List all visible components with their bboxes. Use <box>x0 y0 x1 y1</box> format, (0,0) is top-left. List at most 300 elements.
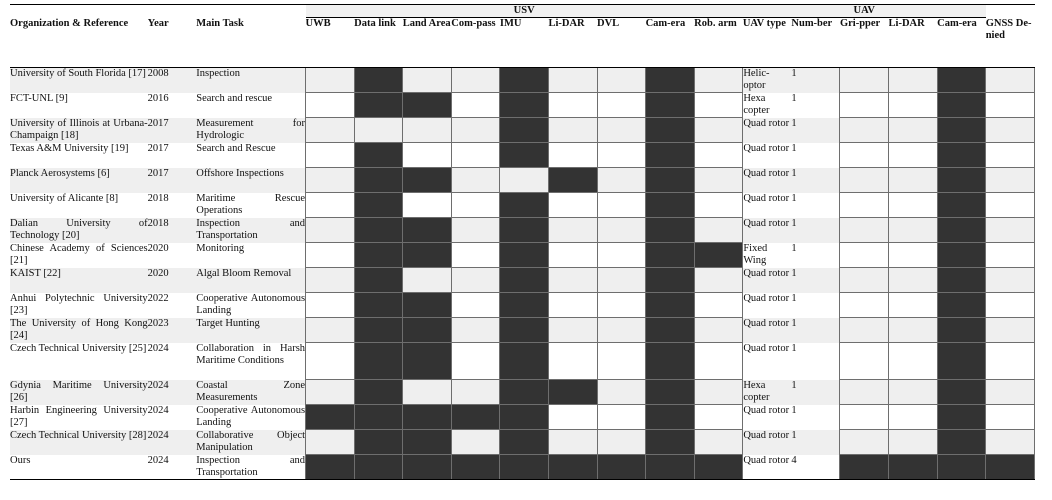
cell-imu-filled <box>500 293 549 318</box>
cell-gripper-empty <box>840 243 889 268</box>
cell-landarea-filled <box>403 293 452 318</box>
cell-gripper-empty <box>840 293 889 318</box>
cell-gripper-empty <box>840 143 889 168</box>
cell-camera-filled <box>646 118 695 143</box>
cell-gnss-empty <box>986 118 1035 143</box>
cell-gnss-empty <box>986 293 1035 318</box>
cell-robarm-empty <box>694 380 743 405</box>
cell-robarm-empty <box>694 218 743 243</box>
group-usv: USV <box>306 5 743 18</box>
cell-uwb-empty <box>306 68 355 93</box>
cell-number: 1 <box>791 142 797 154</box>
cell-gripper-empty <box>840 118 889 143</box>
cell-uav-lidar-empty <box>889 68 938 93</box>
cell-datalink-filled <box>354 93 403 118</box>
cell-uavtype: Hexa copter <box>743 380 792 405</box>
cell-lidar-empty <box>548 68 597 93</box>
cell-uwb-empty <box>306 143 355 168</box>
cell-dvl-empty <box>597 168 646 193</box>
cell-landarea-filled <box>403 405 452 430</box>
cell-uwb-empty <box>306 430 355 455</box>
cell-robarm-empty <box>694 318 743 343</box>
cell-camera-filled <box>646 243 695 268</box>
cell-gripper-empty <box>840 405 889 430</box>
cell-camera-filled <box>646 218 695 243</box>
col-imu: IMU <box>500 18 549 68</box>
cell-compass-empty <box>451 243 500 268</box>
cell-robarm-empty <box>694 343 743 380</box>
cell-org: University of Alicante [8] <box>10 192 119 204</box>
table-row <box>10 430 1035 455</box>
cell-org: KAIST [22] <box>10 268 148 293</box>
cell-gripper-empty <box>840 380 889 405</box>
cell-task: Measurement for Hydrologic <box>196 117 306 141</box>
table-row <box>10 68 1035 93</box>
cell-year: 2020 <box>148 268 197 293</box>
cell-uav-lidar-empty <box>889 293 938 318</box>
cell-gripper-empty <box>840 430 889 455</box>
cell-camera-filled <box>646 68 695 93</box>
cell-uavtype: Quad rotor <box>743 268 792 293</box>
cell-uwb-empty <box>306 93 355 118</box>
cell-uwb-empty <box>306 118 355 143</box>
cell-compass-empty <box>451 68 500 93</box>
cell-uav-camera-filled <box>937 405 986 430</box>
col-camera: Cam-era <box>646 18 695 68</box>
cell-uav-camera-filled <box>937 143 986 168</box>
cell-landarea-empty <box>403 268 452 293</box>
cell-robarm-empty <box>694 193 743 218</box>
cell-datalink-filled <box>354 143 403 168</box>
cell-uav-lidar-empty <box>889 93 938 118</box>
cell-uav-lidar-empty <box>889 343 938 380</box>
cell-compass-empty <box>451 380 500 405</box>
col-landarea: Land Area <box>403 18 452 68</box>
cell-uavtype: Quad rotor <box>743 404 790 416</box>
cell-camera-filled <box>646 143 695 168</box>
cell-datalink-filled <box>354 268 403 293</box>
cell-compass-empty <box>451 430 500 455</box>
col-lidar: Li-DAR <box>548 18 597 68</box>
cell-number: 1 <box>791 168 840 193</box>
cell-dvl-empty <box>597 293 646 318</box>
cell-imu-filled <box>500 380 549 405</box>
cell-task: Algal Bloom Removal <box>196 268 305 293</box>
table-row <box>10 193 1035 218</box>
cell-compass-empty <box>451 268 500 293</box>
cell-uavtype: Quad rotor <box>743 318 792 343</box>
cell-robarm-filled <box>694 243 743 268</box>
cell-datalink-filled <box>354 293 403 318</box>
cell-number: 1 <box>791 68 840 93</box>
cell-landarea-filled <box>403 318 452 343</box>
cell-year: 2018 <box>147 192 169 204</box>
table-row <box>10 268 1035 293</box>
cell-uav-lidar-empty <box>889 243 938 268</box>
cell-org: University of Illinois at Urbana-Champaign [18] <box>10 117 148 141</box>
cell-year: 2008 <box>148 68 197 93</box>
cell-year: 2017 <box>148 118 197 143</box>
cell-landarea-filled <box>403 168 452 193</box>
cell-compass-empty <box>451 168 500 193</box>
cell-landarea-filled <box>403 93 452 118</box>
cell-uavtype: Quad rotor <box>743 342 790 354</box>
col-org: Organization & Reference <box>10 18 148 68</box>
cell-dvl-empty <box>597 380 646 405</box>
cell-lidar-empty <box>548 293 597 318</box>
cell-gnss-empty <box>986 143 1035 168</box>
col-task: Main Task <box>196 18 305 68</box>
cell-camera-filled <box>646 405 695 430</box>
cell-uwb-empty <box>306 243 355 268</box>
cell-imu-filled <box>500 455 549 480</box>
col-robarm: Rob. arm <box>694 18 743 68</box>
cell-gnss-filled <box>986 455 1035 480</box>
cell-number: 1 <box>791 92 797 104</box>
cell-task: Inspection and Transportation <box>196 217 306 241</box>
cell-uwb-empty <box>306 168 355 193</box>
cell-compass-empty <box>451 218 500 243</box>
cell-uav-camera-filled <box>937 293 986 318</box>
cell-landarea-filled <box>403 218 452 243</box>
cell-compass-empty <box>451 143 500 168</box>
group-blank-gnss <box>986 5 1035 18</box>
table-row <box>10 343 1035 380</box>
cell-task: Offshore Inspections <box>196 168 305 193</box>
cell-uav-lidar-empty <box>889 405 938 430</box>
cell-imu-filled <box>500 318 549 343</box>
cell-dvl-empty <box>597 430 646 455</box>
cell-gripper-empty <box>840 343 889 380</box>
cell-number: 1 <box>791 192 797 204</box>
cell-uav-camera-filled <box>937 318 986 343</box>
cell-dvl-empty <box>597 143 646 168</box>
cell-uwb-filled <box>306 405 355 430</box>
cell-dvl-empty <box>597 243 646 268</box>
cell-datalink-filled <box>354 343 403 380</box>
cell-uwb-empty <box>306 193 355 218</box>
cell-task: Inspection and Transportation <box>196 454 306 478</box>
cell-uav-camera-filled <box>937 68 986 93</box>
cell-number: 4 <box>791 455 840 480</box>
table-row <box>10 243 1035 268</box>
cell-number: 1 <box>791 118 840 143</box>
cell-uavtype: Fixed Wing <box>743 242 768 266</box>
cell-uav-camera-filled <box>937 430 986 455</box>
cell-org: Anhui Polytechnic University [23] <box>10 292 148 316</box>
cell-dvl-empty <box>597 93 646 118</box>
table-row <box>10 405 1035 430</box>
cell-lidar-filled <box>548 455 597 480</box>
cell-datalink-filled <box>354 430 403 455</box>
group-blank <box>10 5 306 18</box>
cell-datalink-filled <box>354 218 403 243</box>
cell-datalink-filled <box>354 405 403 430</box>
cell-gripper-empty <box>840 193 889 218</box>
cell-robarm-empty <box>694 143 743 168</box>
cell-number: 1 <box>791 292 797 304</box>
cell-number: 1 <box>791 242 797 254</box>
cell-compass-empty <box>451 193 500 218</box>
cell-uavtype: Quad rotor <box>743 430 792 455</box>
cell-org: University of South Florida [17] <box>10 68 148 93</box>
cell-lidar-empty <box>548 218 597 243</box>
col-compass: Com-pass <box>451 18 500 68</box>
cell-uwb-empty <box>306 343 355 380</box>
cell-camera-filled <box>646 343 695 380</box>
cell-task: Collaborative Object Manipulation <box>196 429 306 453</box>
cell-task: Search and Rescue <box>196 142 276 154</box>
cell-compass-empty <box>451 293 500 318</box>
cell-imu-filled <box>500 405 549 430</box>
cell-gripper-empty <box>840 268 889 293</box>
cell-gripper-empty <box>840 218 889 243</box>
cell-robarm-empty <box>694 268 743 293</box>
cell-uwb-empty <box>306 218 355 243</box>
cell-camera-filled <box>646 318 695 343</box>
cell-robarm-empty <box>694 68 743 93</box>
cell-datalink-filled <box>354 380 403 405</box>
cell-task: Target Hunting <box>196 318 305 343</box>
cell-year: 2020 <box>147 242 169 254</box>
cell-task: Maritime Rescue Operations <box>196 192 306 216</box>
cell-task: Search and rescue <box>196 92 273 104</box>
cell-robarm-empty <box>694 430 743 455</box>
cell-gripper-filled <box>840 455 889 480</box>
cell-year: 2024 <box>147 342 169 354</box>
cell-uavtype: Quad rotor <box>743 168 792 193</box>
cell-dvl-empty <box>597 218 646 243</box>
cell-datalink-filled <box>354 318 403 343</box>
cell-lidar-empty <box>548 243 597 268</box>
cell-uav-lidar-filled <box>889 455 938 480</box>
cell-org: Czech Technical University [28] <box>10 430 148 455</box>
cell-uav-lidar-empty <box>889 143 938 168</box>
cell-camera-filled <box>646 193 695 218</box>
cell-gnss-empty <box>986 343 1035 380</box>
table-row <box>10 380 1035 405</box>
col-number: Num-ber <box>791 18 840 68</box>
table-row <box>10 143 1035 168</box>
col-datalink: Data link <box>354 18 403 68</box>
cell-lidar-filled <box>548 380 597 405</box>
cell-robarm-empty <box>694 405 743 430</box>
col-uav-camera: Cam-era <box>937 18 986 68</box>
cell-year: 2023 <box>148 318 197 343</box>
cell-year: 2016 <box>147 92 169 104</box>
cell-dvl-empty <box>597 405 646 430</box>
cell-compass-empty <box>451 318 500 343</box>
col-dvl: DVL <box>597 18 646 68</box>
cell-org: Texas A&M University [19] <box>10 142 129 154</box>
cell-org: The University of Hong Kong [24] <box>10 317 148 341</box>
cell-compass-empty <box>451 93 500 118</box>
cell-gnss-empty <box>986 268 1035 293</box>
cell-uwb-filled <box>306 455 355 480</box>
cell-number: 1 <box>791 380 840 405</box>
cell-imu-filled <box>500 68 549 93</box>
cell-uavtype: Quad rotor <box>743 142 790 154</box>
cell-number: 1 <box>791 430 840 455</box>
cell-number: 1 <box>791 342 797 354</box>
cell-robarm-filled <box>694 455 743 480</box>
col-year: Year <box>148 18 197 68</box>
cell-gnss-empty <box>986 218 1035 243</box>
cell-gnss-empty <box>986 93 1035 118</box>
cell-lidar-filled <box>548 168 597 193</box>
cell-imu-filled <box>500 218 549 243</box>
cell-dvl-filled <box>597 455 646 480</box>
cell-number: 1 <box>791 404 797 416</box>
cell-imu-filled <box>500 243 549 268</box>
cell-imu-filled <box>500 143 549 168</box>
cell-camera-filled <box>646 430 695 455</box>
table-row <box>10 293 1035 318</box>
cell-org: Ours <box>10 455 148 480</box>
cell-uavtype: Quad rotor <box>743 455 792 480</box>
cell-uav-camera-filled <box>937 380 986 405</box>
cell-uavtype: Helic-optor <box>743 68 792 93</box>
column-header-row <box>10 18 1035 68</box>
table-body <box>10 68 1035 480</box>
col-uwb: UWB <box>306 18 355 68</box>
cell-landarea-empty <box>403 118 452 143</box>
cell-dvl-empty <box>597 68 646 93</box>
comparison-table <box>10 4 1035 480</box>
cell-landarea-filled <box>403 455 452 480</box>
cell-year: 2024 <box>148 455 197 480</box>
cell-gnss-empty <box>986 168 1035 193</box>
cell-year: 2017 <box>148 168 197 193</box>
cell-uav-camera-filled <box>937 343 986 380</box>
cell-datalink-filled <box>354 168 403 193</box>
cell-gripper-empty <box>840 68 889 93</box>
cell-camera-filled <box>646 168 695 193</box>
cell-gnss-empty <box>986 405 1035 430</box>
cell-imu-filled <box>500 268 549 293</box>
cell-uav-lidar-empty <box>889 193 938 218</box>
cell-uavtype: Quad rotor <box>743 292 790 304</box>
cell-datalink-filled <box>354 243 403 268</box>
cell-uwb-empty <box>306 268 355 293</box>
cell-compass-empty <box>451 343 500 380</box>
cell-task: Monitoring <box>196 242 245 254</box>
cell-imu-filled <box>500 193 549 218</box>
group-header-row <box>10 5 1035 18</box>
cell-imu-empty <box>500 168 549 193</box>
cell-uav-camera-filled <box>937 243 986 268</box>
cell-year: 2024 <box>148 380 197 405</box>
cell-lidar-empty <box>548 118 597 143</box>
cell-uavtype: Hexa copter <box>743 92 770 116</box>
cell-uav-camera-filled <box>937 268 986 293</box>
cell-imu-filled <box>500 430 549 455</box>
cell-uav-lidar-empty <box>889 380 938 405</box>
cell-uav-camera-filled <box>937 455 986 480</box>
cell-uav-camera-filled <box>937 168 986 193</box>
cell-landarea-empty <box>403 143 452 168</box>
cell-lidar-empty <box>548 143 597 168</box>
cell-org: Chinese Academy of Sciences [21] <box>10 242 148 266</box>
cell-org: Dalian University of Technology [20] <box>10 217 148 241</box>
cell-robarm-empty <box>694 93 743 118</box>
cell-uav-lidar-empty <box>889 268 938 293</box>
cell-year: 2018 <box>148 218 197 243</box>
cell-uav-camera-filled <box>937 118 986 143</box>
cell-task: Cooperative Autonomous Landing <box>196 404 306 428</box>
cell-dvl-empty <box>597 343 646 380</box>
cell-uwb-empty <box>306 380 355 405</box>
table-row <box>10 318 1035 343</box>
cell-number: 1 <box>791 218 840 243</box>
cell-uav-lidar-empty <box>889 430 938 455</box>
cell-org: Planck Aerosystems [6] <box>10 168 148 193</box>
table-row <box>10 93 1035 118</box>
cell-landarea-empty <box>403 193 452 218</box>
cell-dvl-empty <box>597 268 646 293</box>
cell-datalink-filled <box>354 193 403 218</box>
group-uav: UAV <box>743 5 986 18</box>
cell-lidar-empty <box>548 268 597 293</box>
cell-uav-lidar-empty <box>889 168 938 193</box>
cell-org: Harbin Engineering University [27] <box>10 404 148 428</box>
cell-gripper-empty <box>840 318 889 343</box>
table-row <box>10 168 1035 193</box>
cell-uav-camera-filled <box>937 218 986 243</box>
cell-lidar-empty <box>548 430 597 455</box>
cell-gnss-empty <box>986 243 1035 268</box>
col-uav-lidar: Li-DAR <box>889 18 938 68</box>
cell-gnss-empty <box>986 380 1035 405</box>
col-gripper: Gri-pper <box>840 18 889 68</box>
cell-lidar-empty <box>548 343 597 380</box>
cell-task: Coastal Zone Measurements <box>196 379 306 403</box>
cell-uwb-empty <box>306 293 355 318</box>
cell-number: 1 <box>791 318 840 343</box>
cell-uwb-empty <box>306 318 355 343</box>
cell-uavtype: Quad rotor <box>743 118 792 143</box>
cell-imu-filled <box>500 118 549 143</box>
cell-uav-lidar-empty <box>889 118 938 143</box>
cell-dvl-empty <box>597 118 646 143</box>
cell-landarea-filled <box>403 430 452 455</box>
col-gnss: GNSS De-nied <box>986 18 1035 68</box>
col-uavtype: UAV type <box>743 18 792 68</box>
cell-task: Inspection <box>196 68 305 93</box>
cell-uavtype: Quad rotor <box>743 192 790 204</box>
cell-compass-empty <box>451 118 500 143</box>
cell-uavtype: Quad rotor <box>743 218 792 243</box>
cell-year: 2024 <box>147 404 169 416</box>
cell-year: 2017 <box>147 142 169 154</box>
cell-uav-camera-filled <box>937 93 986 118</box>
cell-landarea-empty <box>403 380 452 405</box>
cell-org: Czech Technical University [25] <box>10 342 147 354</box>
cell-camera-filled <box>646 268 695 293</box>
cell-dvl-empty <box>597 193 646 218</box>
table-row <box>10 118 1035 143</box>
cell-datalink-filled <box>354 68 403 93</box>
cell-uav-lidar-empty <box>889 218 938 243</box>
cell-gnss-empty <box>986 430 1035 455</box>
cell-lidar-empty <box>548 93 597 118</box>
cell-gripper-empty <box>840 93 889 118</box>
cell-task: Collaboration in Harsh Maritime Conditions <box>196 342 306 366</box>
cell-datalink-filled <box>354 455 403 480</box>
cell-org: Gdynia Maritime University [26] <box>10 379 148 403</box>
cell-year: 2024 <box>148 430 197 455</box>
cell-uav-camera-filled <box>937 193 986 218</box>
